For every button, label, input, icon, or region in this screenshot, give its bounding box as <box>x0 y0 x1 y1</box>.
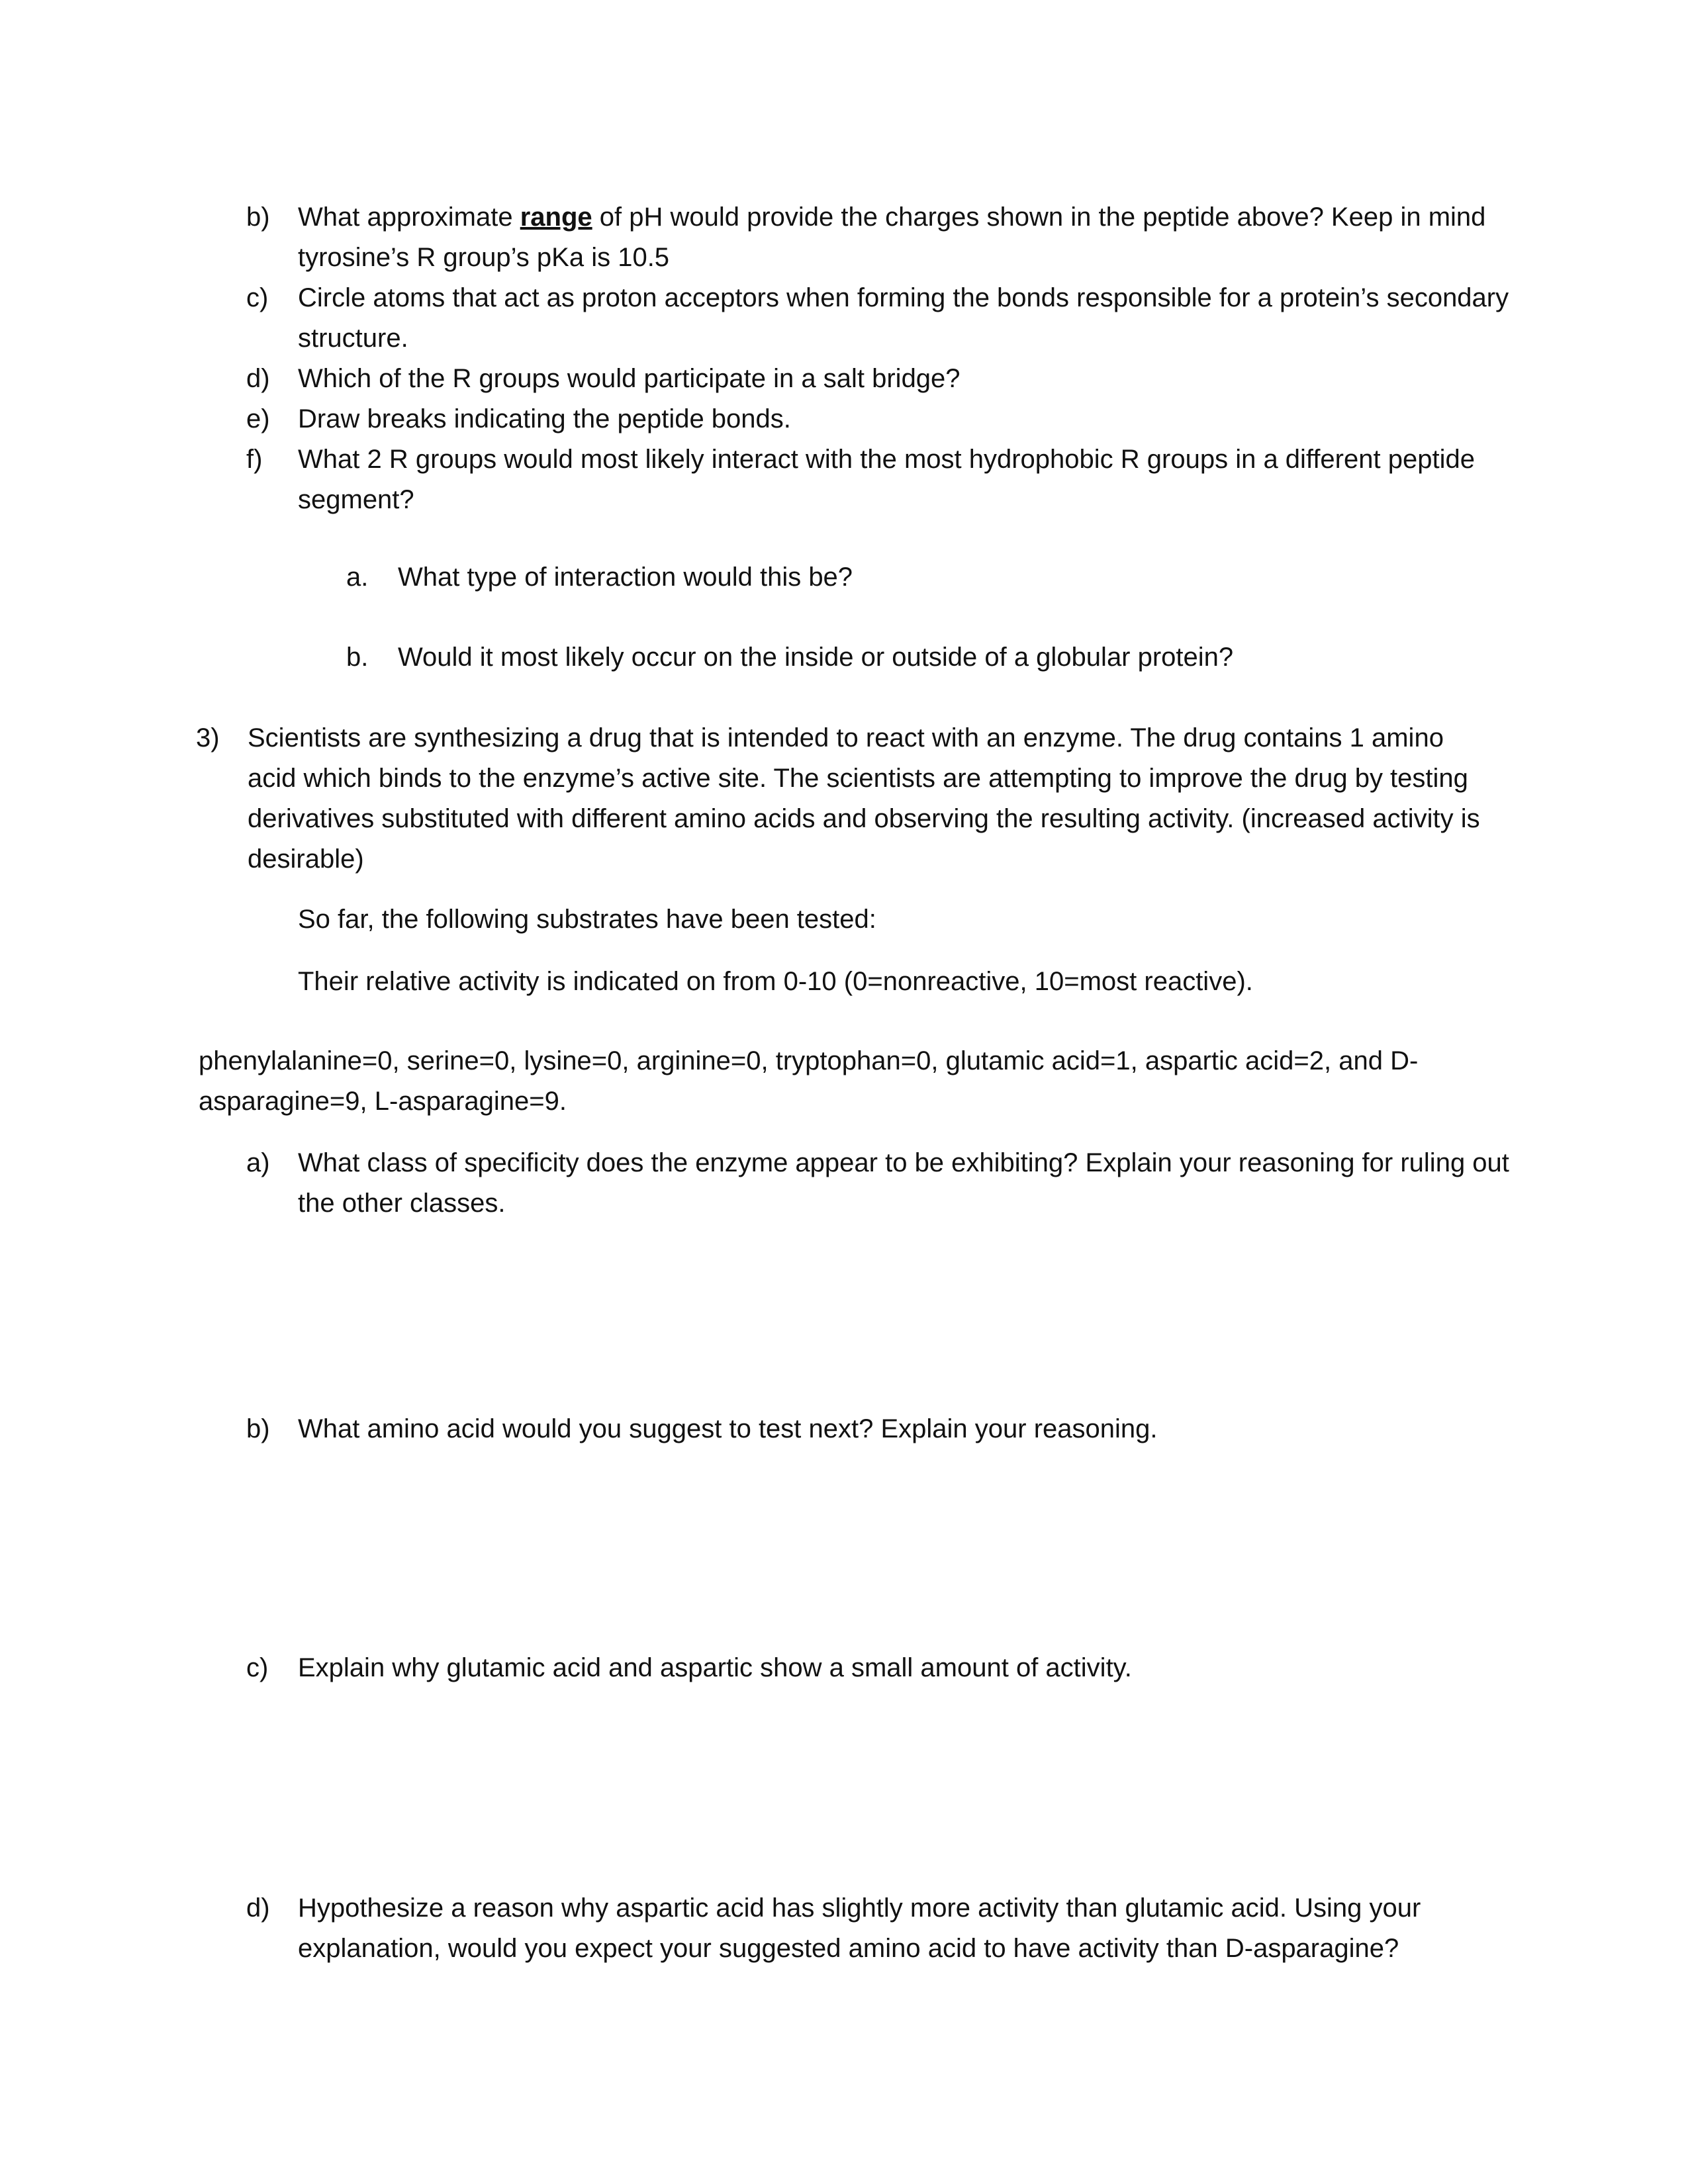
question-3-text: Scientists are synthesizing a drug that is intended to react with an enzyme. The drug contains 1 amino acid which binds to the enzyme’s active site. The scientists are attempting to improve the drug by testing derivatives substituted with different amino acids and observing the resulting activity. (increased activity is desirable) <box>248 723 1480 874</box>
activity-scale-note: Their relative activity is indicated on from 0-10 (0=nonreactive, 10=most reactive). <box>298 967 1253 996</box>
question-2e-marker: e) <box>246 404 270 433</box>
question-2d-text: Which of the R groups would participate in a salt bridge? <box>298 364 961 393</box>
question-3c <box>246 1648 1523 1688</box>
question-3 <box>196 718 1485 880</box>
question-2b <box>246 197 1523 278</box>
question-3b <box>246 1409 1523 1449</box>
question-2f-marker: f) <box>246 445 263 474</box>
question-3d <box>246 1888 1523 1969</box>
question-2b-text-end: of pH would provide the charges shown in the peptide above? Keep in mind tyrosine’s R group’s pKa is 10.5 <box>298 203 1486 272</box>
substrate-activity-results: phenylalanine=0, serine=0, lysine=0, arginine=0, tryptophan=0, glutamic acid=1, aspartic acid=2, and D-asparagine=9, L-asparagine=9. <box>199 1046 1419 1116</box>
question-2b-marker: b) <box>246 203 270 232</box>
question-3d-marker: d) <box>246 1893 270 1923</box>
question-2f-sub-a <box>346 557 1391 598</box>
question-3b-text: What amino acid would you suggest to test next? Explain your reasoning. <box>298 1414 1158 1443</box>
question-2f-sub-a-text: What type of interaction would this be? <box>398 563 853 592</box>
question-2f-sub-b <box>346 637 1391 678</box>
question-2f-sub-b-text: Would it most likely occur on the inside or outside of a globular protein? <box>398 643 1234 672</box>
question-3a-marker: a) <box>246 1148 270 1177</box>
question-2b-text-start: What approximate <box>298 203 520 232</box>
substrates-intro: So far, the following substrates have been tested: <box>298 905 876 934</box>
question-3a-text: What class of specificity does the enzyme appear to be exhibiting? Explain your reasoning for ruling out the other classes. <box>298 1148 1509 1218</box>
question-2f-text: What 2 R groups would most likely interact with the most hydrophobic R groups in a different peptide segment? <box>298 445 1475 514</box>
question-2e <box>246 399 1523 439</box>
question-2b-emphasis: range <box>520 203 592 232</box>
question-2f-sub-a-marker: a. <box>346 563 369 592</box>
question-3c-marker: c) <box>246 1653 269 1682</box>
question-2f-sub-b-marker: b. <box>346 643 369 672</box>
question-3a <box>246 1143 1523 1224</box>
question-2c <box>246 278 1523 359</box>
question-3b-marker: b) <box>246 1414 270 1443</box>
question-2c-marker: c) <box>246 283 269 312</box>
question-3d-text: Hypothesize a reason why aspartic acid has slightly more activity than glutamic acid. Using your explanation, would you expect your suggested amino acid to have activity than D-asparagine? <box>298 1893 1421 1963</box>
question-2e-text: Draw breaks indicating the peptide bonds. <box>298 404 791 433</box>
question-2c-text: Circle atoms that act as proton acceptors when forming the bonds responsible for a protein’s secondary structure. <box>298 283 1509 353</box>
question-3c-text: Explain why glutamic acid and aspartic show a small amount of activity. <box>298 1653 1132 1682</box>
question-2b-text <box>298 197 1523 278</box>
question-3-marker: 3) <box>196 723 220 752</box>
question-2d-marker: d) <box>246 364 270 393</box>
question-2d <box>246 359 1523 399</box>
question-2f <box>246 439 1523 520</box>
